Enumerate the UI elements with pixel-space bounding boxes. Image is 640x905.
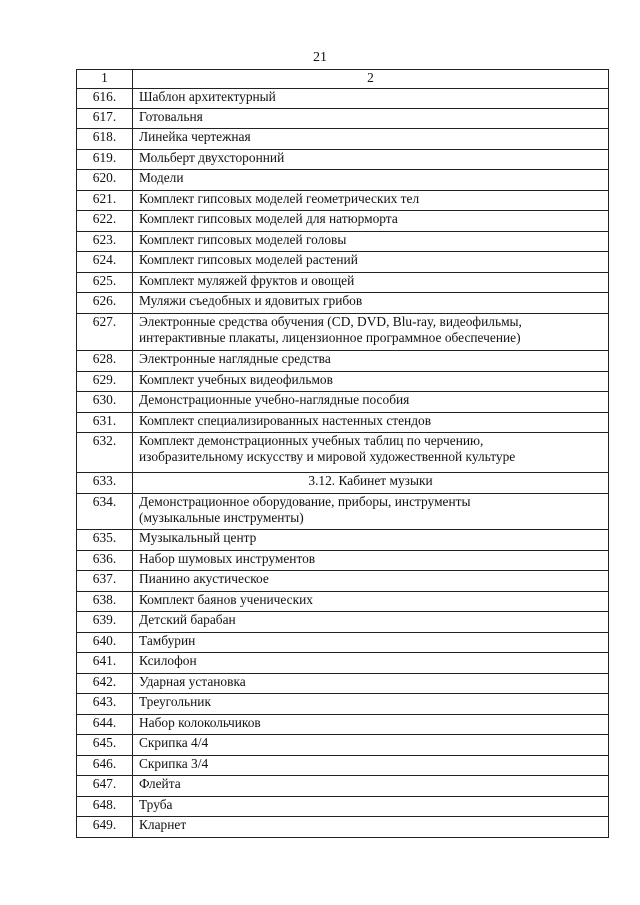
- section-title: 3.12. Кабинет музыки: [133, 473, 609, 494]
- row-number: 624.: [77, 252, 133, 273]
- row-number: 649.: [77, 817, 133, 838]
- section-heading-row: [77, 473, 609, 494]
- item-name: Комплект демонстрационных учебных таблиц по черчению, изобразительному искусству и мировой художественной культуре: [133, 433, 609, 473]
- item-name: Линейка чертежная: [133, 129, 609, 150]
- row-number: 633.: [77, 473, 133, 494]
- table-row: [77, 170, 609, 191]
- row-number: 635.: [77, 530, 133, 551]
- row-number: 623.: [77, 232, 133, 252]
- table-row: [77, 273, 609, 293]
- item-name: Ксилофон: [133, 653, 609, 674]
- item-name: Демонстрационные учебно-наглядные пособия: [133, 392, 609, 413]
- table-row: [77, 494, 609, 530]
- item-name: Тамбурин: [133, 633, 609, 653]
- item-name: Комплект гипсовых моделей геометрических тел: [133, 191, 609, 211]
- item-name: Электронные средства обучения (CD, DVD, Blu-ray, видеофильмы, интерактивные плакаты, лицензионное программное обеспечение): [133, 314, 609, 351]
- item-name: Шаблон архитектурный: [133, 89, 609, 109]
- item-name: Комплект муляжей фруктов и овощей: [133, 273, 609, 293]
- table-row: [77, 694, 609, 715]
- table-row: [77, 433, 609, 473]
- table-row: [77, 129, 609, 150]
- table-row: [77, 756, 609, 776]
- table-row: [77, 674, 609, 694]
- row-number: 632.: [77, 433, 133, 473]
- row-number: 646.: [77, 756, 133, 776]
- item-name: Ударная установка: [133, 674, 609, 694]
- row-number: 641.: [77, 653, 133, 674]
- row-number: 618.: [77, 129, 133, 150]
- item-name: Пианино акустическое: [133, 571, 609, 592]
- page-number: 21: [313, 50, 327, 65]
- table-row: [77, 413, 609, 433]
- row-number: 617.: [77, 109, 133, 129]
- table-header-row: [77, 70, 609, 89]
- row-number: 622.: [77, 211, 133, 232]
- table-row: [77, 653, 609, 674]
- row-number: 629.: [77, 372, 133, 392]
- row-number: 636.: [77, 551, 133, 571]
- item-name: Кларнет: [133, 817, 609, 838]
- item-name: Скрипка 3/4: [133, 756, 609, 776]
- table-row: [77, 612, 609, 633]
- table-row: [77, 551, 609, 571]
- table-row: [77, 715, 609, 735]
- item-name: Флейта: [133, 776, 609, 797]
- item-name: Мольберт двухсторонний: [133, 150, 609, 170]
- item-name: Набор колокольчиков: [133, 715, 609, 735]
- table-row: [77, 150, 609, 170]
- row-number: 626.: [77, 293, 133, 314]
- table-row: [77, 232, 609, 252]
- row-number: 616.: [77, 89, 133, 109]
- row-number: 634.: [77, 494, 133, 530]
- item-name: Демонстрационное оборудование, приборы, инструменты (музыкальные инструменты): [133, 494, 609, 530]
- table-row: [77, 735, 609, 756]
- row-number: 643.: [77, 694, 133, 715]
- item-name: Готовальня: [133, 109, 609, 129]
- table-row: [77, 392, 609, 413]
- row-number: 628.: [77, 351, 133, 372]
- table-row: [77, 191, 609, 211]
- row-number: 619.: [77, 150, 133, 170]
- row-number: 640.: [77, 633, 133, 653]
- table-row: [77, 293, 609, 314]
- table-row: [77, 776, 609, 797]
- item-name: Треугольник: [133, 694, 609, 715]
- row-number: 620.: [77, 170, 133, 191]
- row-number: 645.: [77, 735, 133, 756]
- item-name: Музыкальный центр: [133, 530, 609, 551]
- table-row: [77, 351, 609, 372]
- table-row: [77, 372, 609, 392]
- equipment-table: [76, 69, 609, 838]
- row-number: 639.: [77, 612, 133, 633]
- item-name: Комплект гипсовых моделей растений: [133, 252, 609, 273]
- table-row: [77, 592, 609, 612]
- item-name: Комплект специализированных настенных стендов: [133, 413, 609, 433]
- row-number: 621.: [77, 191, 133, 211]
- column-header-number: 1: [77, 70, 133, 89]
- column-header-item: 2: [133, 70, 609, 89]
- row-number: 642.: [77, 674, 133, 694]
- item-name: Комплект гипсовых моделей для натюрморта: [133, 211, 609, 232]
- row-number: 647.: [77, 776, 133, 797]
- item-name: Модели: [133, 170, 609, 191]
- row-number: 627.: [77, 314, 133, 351]
- table-row: [77, 633, 609, 653]
- row-number: 630.: [77, 392, 133, 413]
- table-row: [77, 252, 609, 273]
- row-number: 637.: [77, 571, 133, 592]
- table-row: [77, 530, 609, 551]
- row-number: 638.: [77, 592, 133, 612]
- item-name: Комплект баянов ученических: [133, 592, 609, 612]
- item-name: Муляжи съедобных и ядовитых грибов: [133, 293, 609, 314]
- row-number: 648.: [77, 797, 133, 817]
- item-name: Детский барабан: [133, 612, 609, 633]
- item-name: Скрипка 4/4: [133, 735, 609, 756]
- table-row: [77, 109, 609, 129]
- item-name: Комплект учебных видеофильмов: [133, 372, 609, 392]
- table-row: [77, 571, 609, 592]
- table-row: [77, 817, 609, 838]
- item-name: Набор шумовых инструментов: [133, 551, 609, 571]
- item-name: Комплект гипсовых моделей головы: [133, 232, 609, 252]
- row-number: 625.: [77, 273, 133, 293]
- table-row: [77, 797, 609, 817]
- row-number: 644.: [77, 715, 133, 735]
- table-row: [77, 211, 609, 232]
- item-name: Труба: [133, 797, 609, 817]
- row-number: 631.: [77, 413, 133, 433]
- item-name: Электронные наглядные средства: [133, 351, 609, 372]
- table-row: [77, 314, 609, 351]
- table-row: [77, 89, 609, 109]
